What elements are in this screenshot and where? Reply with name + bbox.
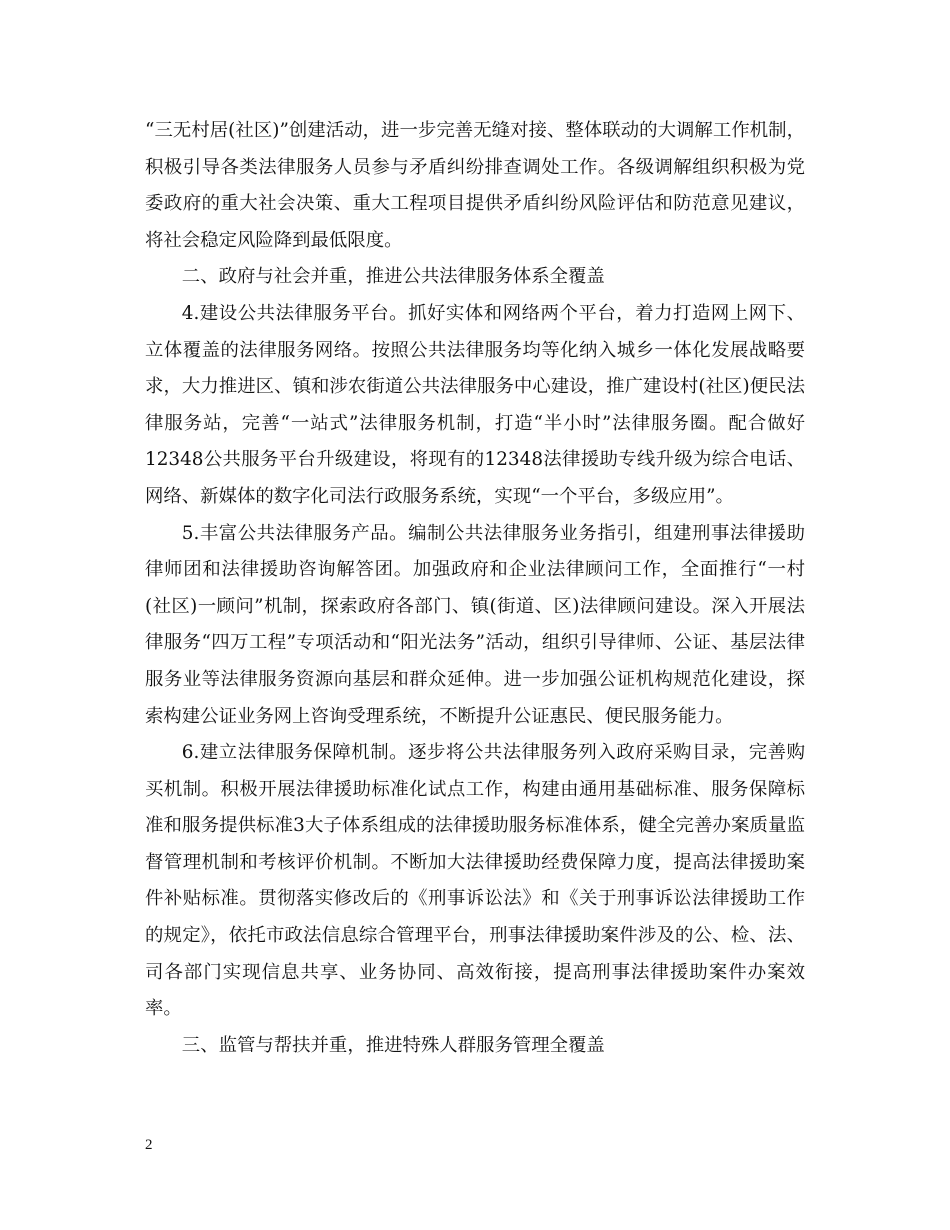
paragraph-item-6: 6.建立法律服务保障机制。逐步将公共法律服务列入政府采购目录，完善购买机制。积极开展法律援助标准化试点工作，构建由通用基础标准、服务保障标准和服务提供标准3大子体系组成的法律援助服务标准体系，健全完善办案质量监督管理机制和考核评价机制。不断加大法律援助经费保障力度，提高法律援助案件补贴标准。贯彻落实修改后的《刑事诉讼法》和《关于刑事诉讼法律援助工作的规定》，依托市政法信息综合管理平台，刑事法律援助案件涉及的公、检、法、司各部门实现信息共享、业务协同、高效衔接，提高刑事法律援助案件办案效率。: [145, 742, 805, 1020]
section-heading-2: 二、政府与社会并重，推进公共法律服务体系全覆盖: [181, 266, 605, 288]
paragraph-item-5: 5.丰富公共法律服务产品。编制公共法律服务业务指引，组建刑事法律援助律师团和法律援助咨询解答团。加强政府和企业法律顾问工作，全面推行“一村(社区)一顾问”机制，探索政府各部门、镇(街道、区)法律顾问建设。深入开展法律服务“四万工程”专项活动和“阳光法务”活动，组织引导律师、公证、基层法律服务业等法律服务资源向基层和群众延伸。进一步加强公证机构规范化建设，探索构建公证业务网上咨询受理系统，不断提升公证惠民、便民服务能力。: [145, 522, 805, 727]
section-heading-3: 三、监管与帮扶并重，推进特殊人群服务管理全覆盖: [181, 1034, 605, 1056]
document-body: [145, 113, 805, 1064]
paragraph-item-4: 4.建设公共法律服务平台。抓好实体和网络两个平台，着力打造网上网下、立体覆盖的法律服务网络。按照公共法律服务均等化纳入城乡一体化发展战略要求，大力推进区、镇和涉农街道公共法律服务中心建设，推广建设村(社区)便民法律服务站，完善“一站式”法律服务机制，打造“半小时”法律服务圈。配合做好12348公共服务平台升级建设，将现有的12348法律援助专线升级为综合电话、网络、新媒体的数字化司法行政服务系统，实现“一个平台，多级应用”。: [145, 302, 805, 507]
page-number: 2: [145, 1137, 153, 1153]
paragraph-1: “三无村居(社区)”创建活动，进一步完善无缝对接、整体联动的大调解工作机制，积极引导各类法律服务人员参与矛盾纠纷排查调处工作。各级调解组织积极为党委政府的重大社会决策、重大工程项目提供矛盾纠纷风险评估和防范意见建议，将社会稳定风险降到最低限度。: [145, 120, 805, 251]
